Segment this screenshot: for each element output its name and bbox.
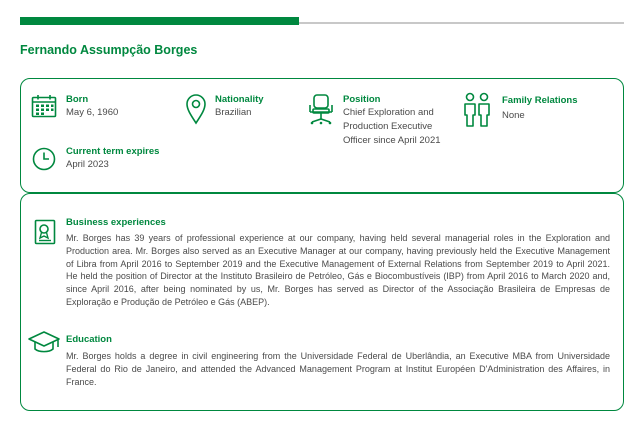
position-label: Position [343, 94, 381, 105]
certificate-icon [34, 219, 56, 245]
business-text: Mr. Borges has 39 years of professional experience at our company, having held several managerial roles in the Exploration and Production area. Mr. Borges also served as an Executive Manager at our company, having previously held the Executive Management of Libra from April 2016 to September 2019 and the Executive Management of External Relations from September 2019 to April 2021. He held the position of Director at the Instituto Brasileiro de Petróleo, Gás e Biocombustíveis (IBP) from April 2016 to March 2020 and, since April 2016, after being nominated by us, Mr. Borges has served as Director of the Associação Brasileira de Empresas de Exploração e Produção de Petróleo e Gás (ABEP). [66, 233, 610, 307]
position-line: Chief Exploration and [343, 107, 434, 118]
position-line: Officer since April 2021 [343, 135, 441, 146]
education-text: Mr. Borges holds a degree in civil engineering from the Universidade Federal de Uberlândia, an Executive MBA from Universidade Federal do Rio de Janeiro, and attended the Advanced Management Program at Institut Européen D'Administration des Affaires, in France. [66, 351, 610, 387]
term-label: Current term expires [66, 146, 160, 157]
position-value [343, 106, 441, 148]
person-name: Fernando Assumpção Borges [20, 43, 198, 57]
graduation-cap-icon [27, 330, 61, 354]
term-value: April 2023 [66, 159, 109, 170]
education-title: Education [66, 334, 112, 345]
family-icon [462, 92, 492, 128]
nationality-label: Nationality [215, 94, 264, 105]
nationality-value: Brazilian [215, 107, 252, 118]
born-label: Born [66, 94, 89, 105]
office-chair-icon [307, 93, 335, 125]
family-value: None [502, 110, 525, 121]
calendar-icon [31, 94, 57, 118]
clock-icon [32, 147, 56, 171]
location-pin-icon [185, 93, 207, 125]
business-title: Business experiences [66, 217, 166, 228]
family-label: Family Relations [502, 95, 578, 106]
born-value: May 6, 1960 [66, 107, 119, 118]
position-line: Production Executive [343, 121, 433, 132]
header-accent-bar [20, 17, 299, 25]
